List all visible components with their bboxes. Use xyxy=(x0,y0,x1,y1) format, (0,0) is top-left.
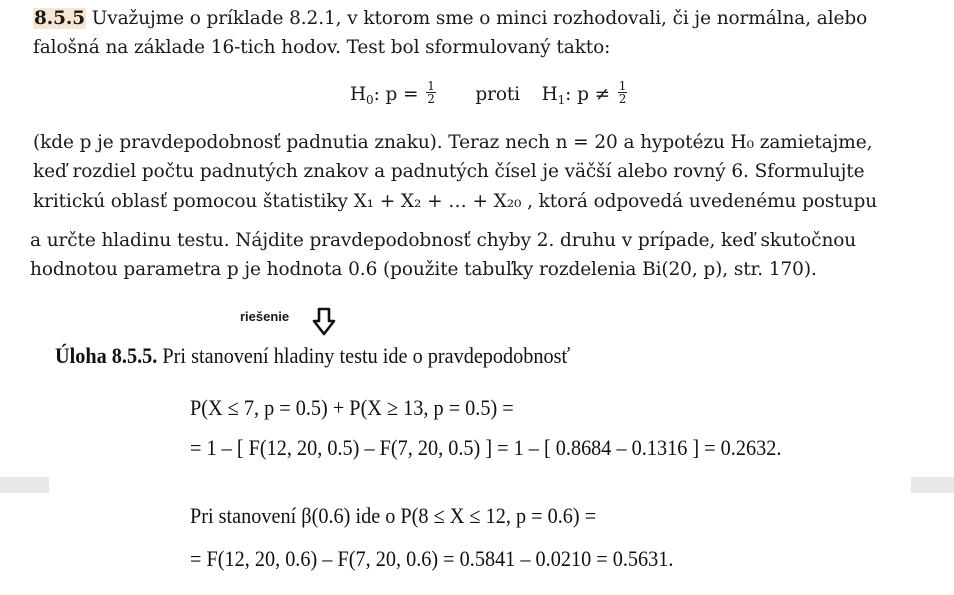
hypothesis-formula xyxy=(350,78,629,108)
problem-line-2: falošná na základe 16-tich hodov. Test bol sformulovaný takto: xyxy=(33,37,611,58)
problem-number: 8.5.5 xyxy=(34,8,85,29)
h1-variable: : p ≠ xyxy=(565,84,611,105)
solution-title: Úloha 8.5.5. xyxy=(55,343,158,368)
h0-variable: : p = xyxy=(373,84,419,105)
problem-text-1: Uvažujme o príklade 8.2.1, v ktorom sme o minci rozhodovali, či je normálna, alebo xyxy=(91,8,868,29)
solution-label: riešenie xyxy=(240,309,290,324)
h0-fraction: $\frac{1}{2}$ xyxy=(427,78,435,106)
right-divider-bar xyxy=(911,477,954,493)
equation-1: P(X ≤ 7, p = 0.5) + P(X ≥ 13, p = 0.5) = xyxy=(190,395,514,420)
h1-label: H xyxy=(541,84,558,105)
h0-subscript: 0 xyxy=(366,93,374,107)
h1-subscript: 1 xyxy=(557,93,566,107)
problem-line-6: a určte hladinu testu. Nájdite pravdepodobnosť chyby 2. druhu v prípade, keď skutočnou xyxy=(30,230,857,251)
problem-line-4: keď rozdiel počtu padnutých znakov a padnutých čísel je väčší alebo rovný 6. Sformulujte xyxy=(33,161,865,182)
problem-line-1 xyxy=(33,6,867,32)
equation-3: Pri stanovení β(0.6) ide o P(8 ≤ X ≤ 12, p = 0.6) = xyxy=(190,503,597,528)
solution-intro: Pri stanovení hladiny testu ide o pravdepodobnosť xyxy=(162,343,571,368)
h0-label: H xyxy=(350,84,367,105)
solution-heading xyxy=(55,342,570,370)
problem-line-7: hodnotou parametra p je hodnota 0.6 (použite tabuľky rozdelenia Bi(20, p), str. 170). xyxy=(30,259,817,280)
problem-line-3: (kde p je pravdepodobnosť padnutia znaku). Teraz nech n = 20 a hypotézu H₀ zamietajme, xyxy=(33,132,873,153)
versus-word: proti xyxy=(475,84,521,105)
equation-4: = F(12, 20, 0.6) – F(7, 20, 0.6) = 0.5841 – 0.0210 = 0.5631. xyxy=(190,546,674,571)
problem-line-5: kritickú oblasť pomocou štatistiky X₁ + X₂ + … + X₂₀ , ktorá odpovedá uvedenému postupu xyxy=(33,191,878,212)
arrow-down-icon xyxy=(312,307,336,337)
h1-fraction: $\frac{1}{2}$ xyxy=(618,78,627,106)
left-divider-bar xyxy=(0,477,49,493)
equation-2: = 1 – [ F(12, 20, 0.5) – F(7, 20, 0.5) ] = 1 – [ 0.8684 – 0.1316 ] = 0.2632. xyxy=(190,435,782,460)
